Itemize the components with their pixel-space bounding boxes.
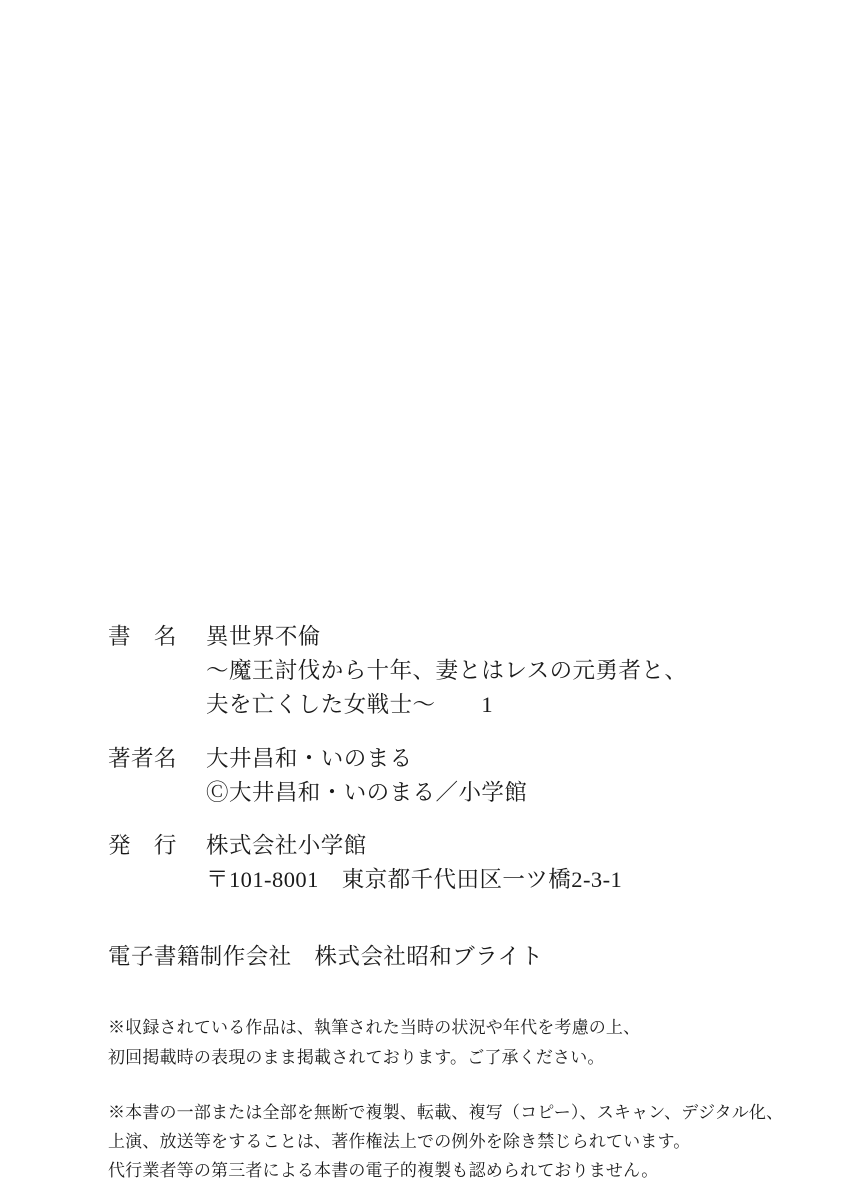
- title-row: [108, 620, 768, 654]
- title-value-line-3: 夫を亡くした女戦士〜 1: [206, 692, 494, 718]
- note-1-line-1: ※収録されている作品は、執筆された当時の状況や年代を考慮の上、: [108, 1018, 641, 1038]
- note-1-line-2: 初回掲載時の表現のまま掲載されております。ご了承ください。: [108, 1047, 605, 1067]
- notes-block: [108, 1013, 784, 1185]
- publisher-entry: [108, 829, 768, 897]
- note-paragraph-2: [108, 1098, 784, 1186]
- publisher-address-line: 〒101‐8001 東京都千代田区一ツ橋2‐3‐1: [206, 867, 623, 893]
- title-label: 書 名: [108, 624, 177, 649]
- copyright-line: Ⓒ大井昌和・いのまる／小学館: [206, 779, 528, 805]
- author-row: [108, 742, 768, 776]
- note-paragraph-1: [108, 1013, 768, 1071]
- publisher-label: 発 行: [108, 832, 177, 858]
- note-2-line-2: 上演、放送等をすることは、著作権法上での例外を除き禁じられています。: [108, 1132, 691, 1152]
- author-entry: [108, 742, 768, 810]
- author-label: 著者名: [108, 745, 177, 771]
- title-entry: [108, 620, 768, 723]
- note-2-line-3: 代行業者等の第三者による本書の電子的複製も認められておりません。: [108, 1161, 659, 1181]
- title-value-line-1: 異世界不倫: [206, 624, 321, 649]
- ebook-producer-line: 電子書籍制作会社 株式会社昭和ブライト: [108, 944, 544, 970]
- publisher-row: [108, 829, 768, 863]
- title-value-line-2: 〜魔王討伐から十年、妻とはレスの元勇者と、: [206, 658, 688, 684]
- colophon-block: [108, 620, 784, 1185]
- note-2-line-1: ※本書の一部または全部を無断で複製、転載、複写（コピー）、スキャン、デジタル化、: [108, 1102, 784, 1122]
- publisher-value-line-1: 株式会社小学館: [206, 832, 367, 858]
- author-value-line-1: 大井昌和・いのまる: [206, 745, 413, 771]
